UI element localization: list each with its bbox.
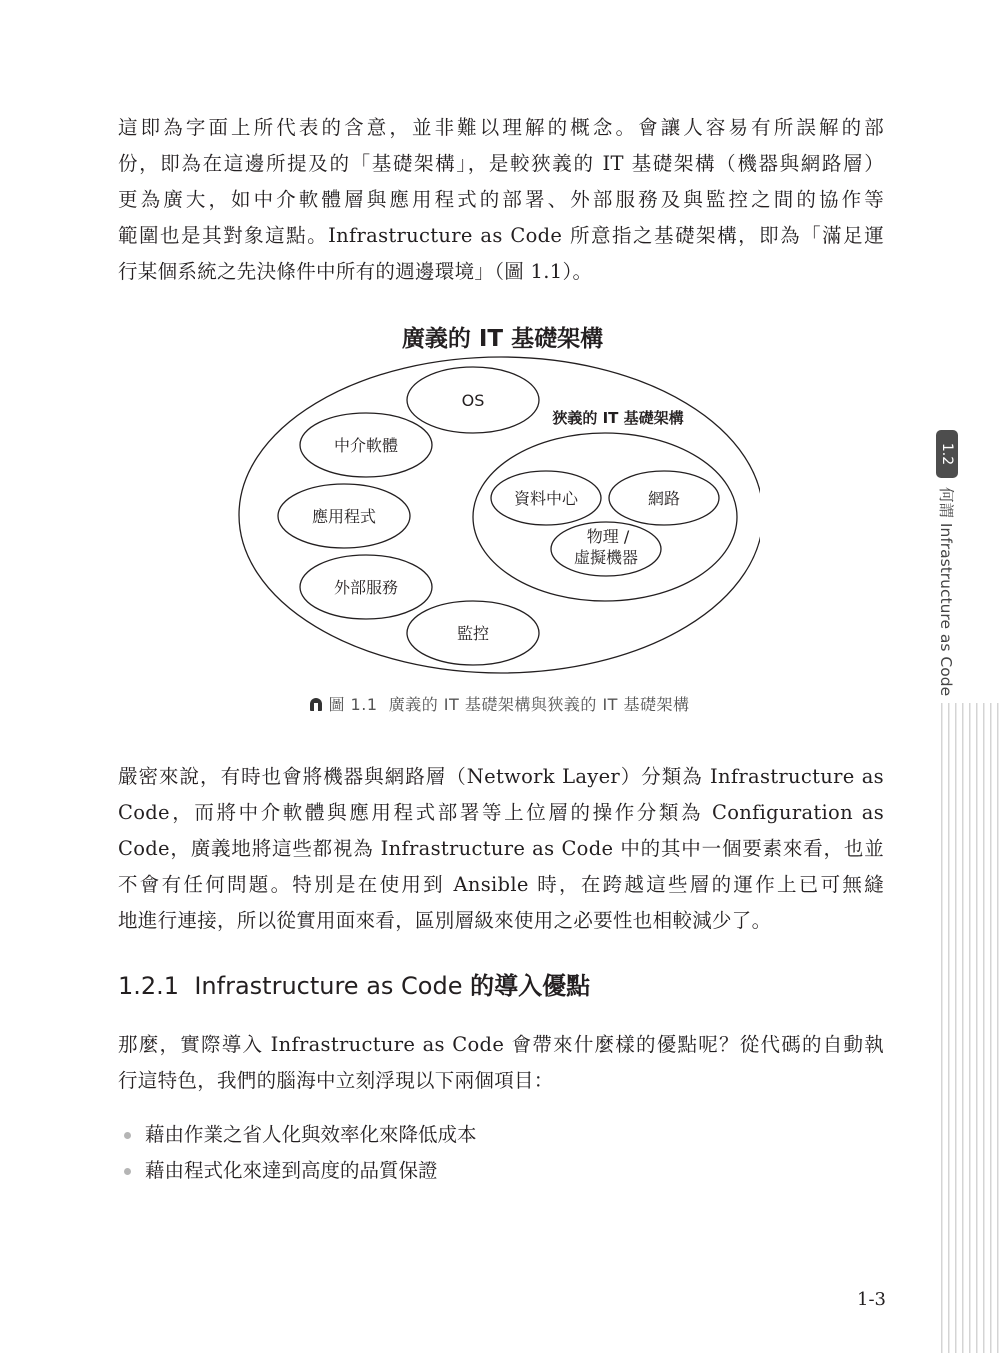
figure-title: 廣義的 IT 基礎架構 bbox=[401, 326, 604, 352]
caption-label: 圖 1.1 bbox=[328, 695, 378, 714]
thumb-index-stripes bbox=[941, 703, 1000, 1353]
figure-caption bbox=[0, 692, 1000, 715]
text-line: 更為廣大，如中介軟體層與應用程式的部署、外部服務及與監控之間的協作等 bbox=[118, 188, 884, 211]
chapter-side-title bbox=[936, 487, 958, 697]
figure-icon bbox=[310, 698, 322, 711]
infrastructure-diagram bbox=[230, 350, 760, 680]
middleware-label: 中介軟體 bbox=[333, 436, 399, 455]
section-heading bbox=[118, 966, 590, 1001]
list-item-text: 藉由作業之省人化與效率化來降低成本 bbox=[145, 1123, 477, 1146]
text-line: 這即為字面上所代表的含意，並非難以理解的概念。會讓人容易有所誤解的部 bbox=[118, 116, 884, 139]
text-line: 不會有任何問題。特別是在使用到 Ansible 時，在跨越這些層的運作上已可無縫 bbox=[118, 873, 884, 896]
bullet-icon bbox=[124, 1168, 131, 1175]
layer-paragraph bbox=[118, 759, 884, 939]
bullet-icon bbox=[124, 1132, 131, 1139]
datacenter-label: 資料中心 bbox=[513, 489, 579, 508]
text-line: 份，即為在這邊所提及的「基礎架構」，是較狹義的 IT 基礎架構（機器與網路層） bbox=[118, 152, 884, 175]
text-line: Code，廣義地將這些都視為 Infrastructure as Code 中的其中一個要素來看，也並 bbox=[118, 837, 884, 860]
benefits-list bbox=[118, 1117, 477, 1189]
intro-paragraph bbox=[118, 110, 884, 290]
text-line: 那麼，實際導入 Infrastructure as Code 會帶來什麼樣的優點呢？從代碼的自動執 bbox=[118, 1033, 884, 1056]
narrow-infra-label: 狹義的 IT 基礎架構 bbox=[552, 409, 684, 427]
application-label: 應用程式 bbox=[311, 507, 377, 526]
text-line: 行這特色，我們的腦海中立刻浮現以下兩個項目： bbox=[118, 1069, 554, 1092]
list-item-text: 藉由程式化來達到高度的品質保證 bbox=[145, 1159, 438, 1182]
benefits-paragraph bbox=[118, 1027, 884, 1099]
network-label: 網路 bbox=[647, 489, 681, 508]
page-number: 1-3 bbox=[857, 1289, 886, 1310]
text-line: 地進行連接，所以從實用面來看，區別層級來使用之必要性也相較減少了。 bbox=[118, 909, 772, 932]
text-line: 行某個系統之先決條件中所有的週邊環境」（圖 1.1）。 bbox=[118, 260, 593, 283]
chapter-tab bbox=[936, 430, 958, 478]
list-item bbox=[118, 1153, 477, 1189]
external-service-label: 外部服務 bbox=[333, 578, 399, 597]
text-line: 範圍也是其對象這點。Infrastructure as Code 所意指之基礎架構，即為「滿足運 bbox=[118, 224, 884, 247]
os-label: OS bbox=[461, 391, 485, 410]
caption-text: 廣義的 IT 基礎架構與狹義的 IT 基礎架構 bbox=[388, 695, 690, 714]
monitoring-label: 監控 bbox=[456, 624, 490, 643]
chapter-tab-number: 1.2 bbox=[939, 442, 956, 466]
list-item bbox=[118, 1117, 477, 1153]
text-line: Code，而將中介軟體與應用程式部署等上位層的操作分類為 Configuration as bbox=[118, 801, 884, 824]
chapter-side-title-text: 何謂 Infrastructure as Code bbox=[937, 487, 955, 697]
machine-label-line1: 物理 / bbox=[586, 527, 630, 546]
text-line: 嚴密來說，有時也會將機器與網路層（Network Layer）分類為 Infrastructure as bbox=[118, 765, 884, 788]
section-title-cjk: 的導入優點 bbox=[470, 972, 591, 1000]
machine-label-line2: 虛擬機器 bbox=[573, 548, 639, 567]
section-title-latin: Infrastructure as Code bbox=[194, 972, 463, 1000]
section-number: 1.2.1 bbox=[118, 972, 180, 1000]
